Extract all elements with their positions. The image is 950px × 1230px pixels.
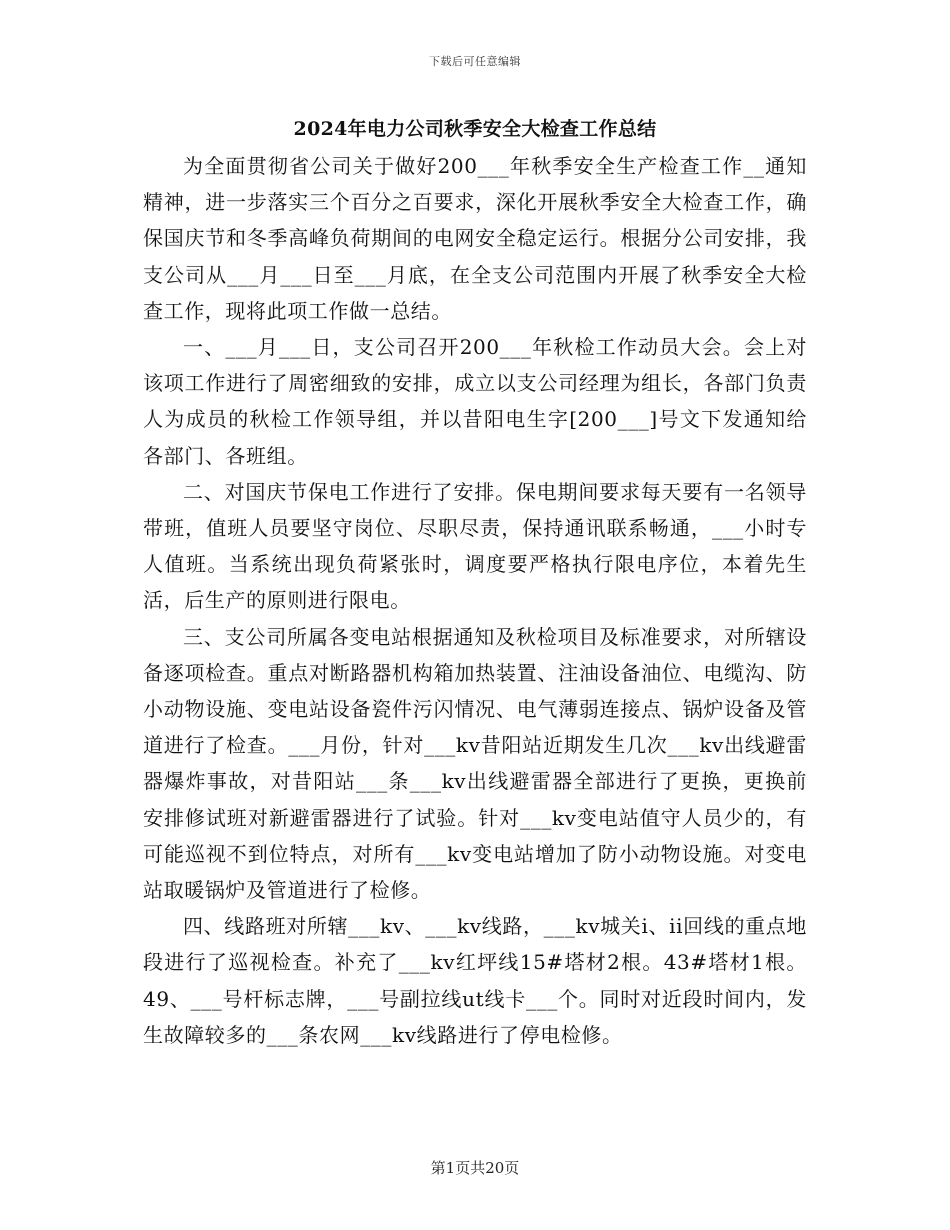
paragraph-section-1: 一、___月___日，支公司召开200___年秋检工作动员大会。会上对该项工作进行了周密细致的安排，成立以支公司经理为组长，各部门负责人为成员的秋检工作领导组，并以昔阳电生字[200___]号文下发通知给各部门、各班组。 (143, 335, 807, 468)
document-body (143, 148, 807, 1053)
document-title: 2024年电力公司秋季安全大检查工作总结 (293, 118, 657, 140)
page-number: 第1页共20页 (430, 1159, 520, 1177)
paragraph-section-2: 二、对国庆节保电工作进行了安排。保电期间要求每天要有一名领导带班，值班人员要坚守岗位、尽职尽责，保持通讯联系畅通，___小时专人值班。当系统出现负荷紧张时，调度要严格执行限电序位，本着先生活，后生产的原则进行限电。 (143, 479, 807, 613)
header-note: 下载后可任意编辑 (429, 55, 521, 68)
paragraph-section-3: 三、支公司所属各变电站根据通知及秋检项目及标准要求，对所辖设备逐项检查。重点对断路器机构箱加热装置、注油设备油位、电缆沟、防小动物设施、变电站设备瓷件污闪情况、电气薄弱连接点、锅炉设备及管道进行了检查。___月份，针对___kv昔阳站近期发生几次___kv出线避雷器爆炸事故，对昔阳站___条___kv出线避雷器全部进行了更换，更换前安排修试班对新避雷器进行了试验。针对___kv变电站值守人员少的，有可能巡视不到位特点，对所有___kv变电站增加了防小动物设施。对变电站取暖锅炉及管道进行了检修。 (143, 624, 807, 903)
paragraph-intro: 为全面贯彻省公司关于做好200___年秋季安全生产检查工作__通知精神，进一步落实三个百分之百要求，深化开展秋季安全大检查工作，确保国庆节和冬季高峰负荷期间的电网安全稳定运行。根据分公司安排，我支公司从___月___日至___月底，在全支公司范围内开展了秋季安全大检查工作，现将此项工作做一总结。 (143, 154, 807, 323)
paragraph-section-4: 四、线路班对所辖___kv、___kv线路，___kv城关i、ii回线的重点地段进行了巡视检查。补充了___kv红坪线15#塔材2根。43#塔材1根。49、___号杆标志牌，___号副拉线ut线卡___个。同时对近段时间内，发生故障较多的___条农网___kv线路进行了停电检修。 (143, 914, 807, 1047)
